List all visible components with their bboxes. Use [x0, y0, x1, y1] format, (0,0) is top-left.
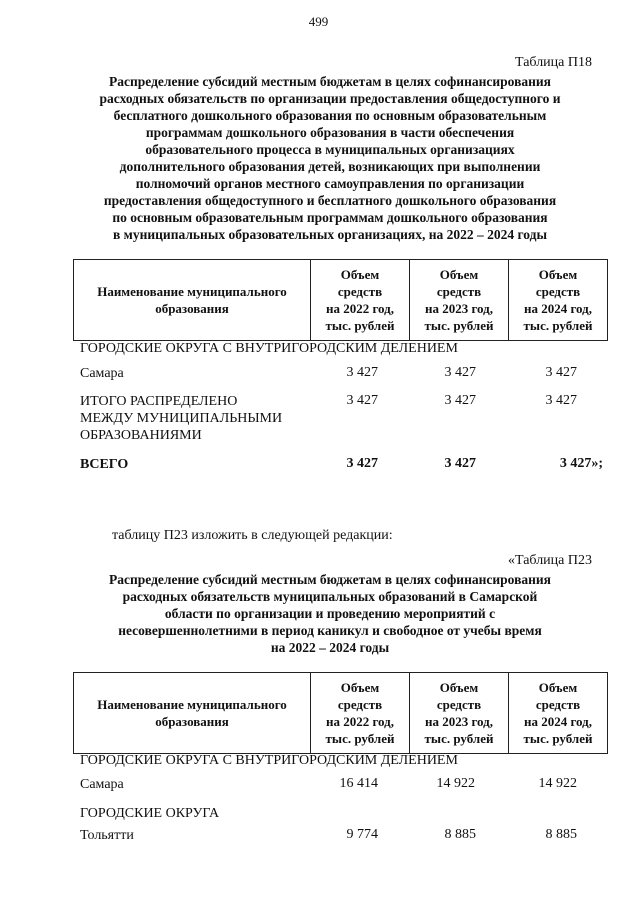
header-2022: Объем средств на 2022 год, тыс. рублей	[311, 673, 410, 754]
instruction-text: таблицу П23 изложить в следующей редакции:	[112, 528, 393, 543]
header-2024: Объем средств на 2024 год, тыс. рублей	[509, 673, 608, 754]
value-2024: 3 427»;	[559, 456, 603, 471]
row-name: Самара	[80, 366, 124, 381]
table-p23-label: «Таблица П23	[508, 553, 592, 568]
value-2022: 3 427	[346, 365, 378, 380]
value-2024: 3 427	[545, 393, 577, 408]
header-2023: Объем средств на 2023 год, тыс. рублей	[410, 673, 509, 754]
value-2023: 8 885	[444, 827, 476, 842]
row-name: ИТОГО РАСПРЕДЕЛЕНО МЕЖДУ МУНИЦИПАЛЬНЫМИ ОБРАЗОВАНИЯМИ	[80, 394, 283, 443]
value-2023: 3 427	[444, 456, 476, 471]
row-name: Самара	[80, 777, 124, 792]
value-2022: 3 427	[346, 456, 378, 471]
header-municipality: Наименование муниципального образования	[74, 673, 311, 754]
table-p23-header	[73, 672, 608, 754]
table-p18-label: Таблица П18	[515, 55, 592, 70]
row-name: ВСЕГО	[80, 457, 129, 472]
value-2023: 14 922	[436, 776, 475, 791]
value-2023: 3 427	[444, 393, 476, 408]
section-urban-districts-intracity: ГОРОДСКИЕ ОКРУГА С ВНУТРИГОРОДСКИМ ДЕЛЕНИЕМ	[80, 341, 458, 356]
value-2022: 16 414	[339, 776, 378, 791]
header-2022: Объем средств на 2022 год, тыс. рублей	[311, 260, 410, 341]
page-number: 499	[308, 14, 329, 29]
section-urban-districts-intracity: ГОРОДСКИЕ ОКРУГА С ВНУТРИГОРОДСКИМ ДЕЛЕНИЕМ	[80, 753, 458, 768]
value-2024: 14 922	[538, 776, 577, 791]
header-2024: Объем средств на 2024 год, тыс. рублей	[509, 260, 608, 341]
header-2023: Объем средств на 2023 год, тыс. рублей	[410, 260, 509, 341]
value-2024: 3 427	[545, 365, 577, 380]
table-p18-header	[73, 259, 608, 341]
value-2022: 3 427	[346, 393, 378, 408]
row-name: Тольятти	[80, 828, 134, 843]
header-municipality: Наименование муниципального образования	[74, 260, 311, 341]
table-p23-title: Распределение субсидий местным бюджетам в целях софинансирования расходных обязательств муниципальных образований в Самарской области по организации и проведению мероприятий с несовершеннолетними в период каникул и свободное от учебы время на 2022 – 2024 годы	[109, 572, 551, 655]
value-2024: 8 885	[545, 827, 577, 842]
value-2023: 3 427	[444, 365, 476, 380]
section-urban-districts: ГОРОДСКИЕ ОКРУГА	[80, 806, 220, 821]
table-p18-title: Распределение субсидий местным бюджетам в целях софинансирования расходных обязательств по организации предоставления общедоступного и бесплатного дошкольного образования по основным образовательным программам дошкольного образования в части обеспечения образовательного процесса в муниципальных организациях дополнительного образования детей, возникающих при выполнении полномочий органов местного самоуправления по организации предоставления общедоступного и бесплатного дошкольного образования по основным образовательным программам дошкольного образования в муниципальных образовательных организациях, на 2022 – 2024 годы	[99, 74, 561, 242]
value-2022: 9 774	[346, 827, 378, 842]
